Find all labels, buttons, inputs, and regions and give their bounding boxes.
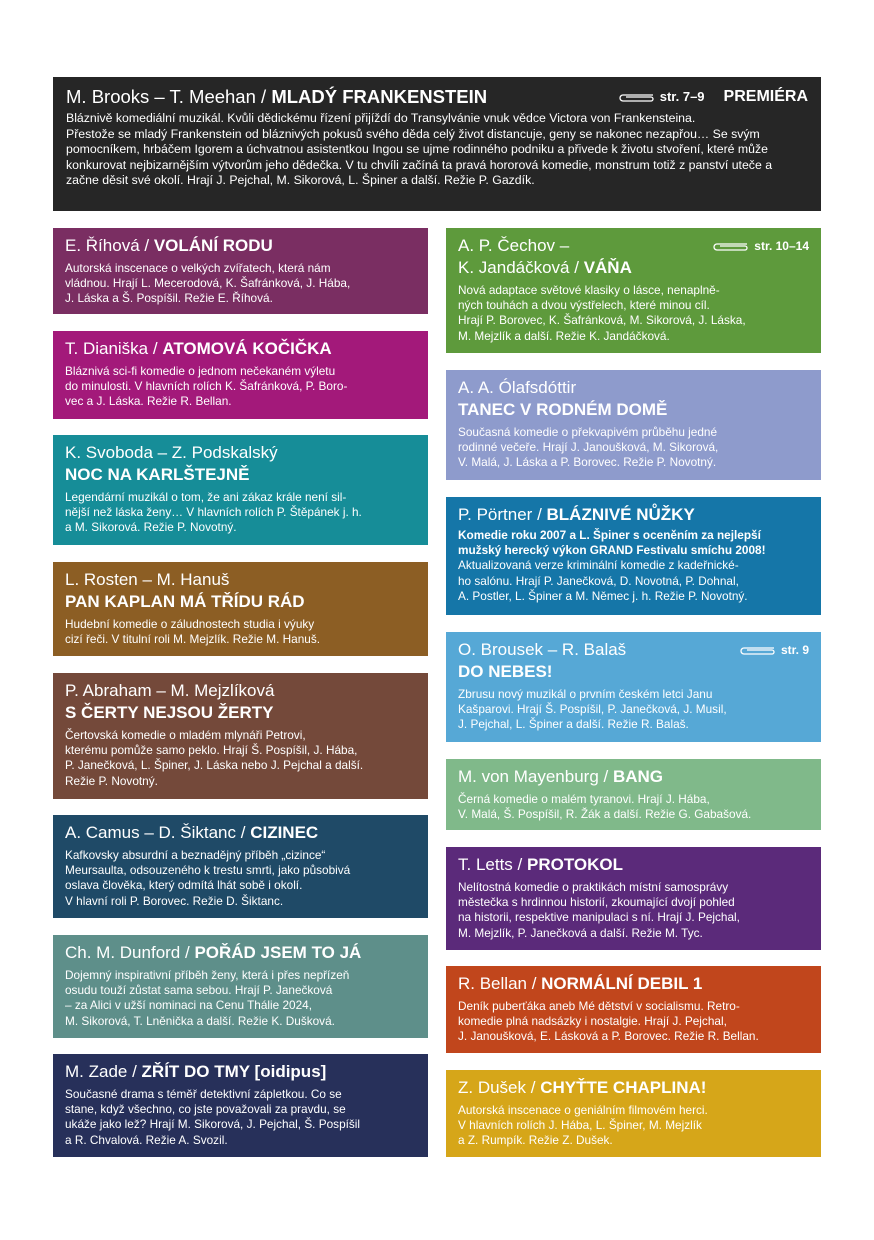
show-title: S ČERTY NEJSOU ŽERTY (65, 703, 274, 722)
show-authors: T. Letts / (458, 855, 527, 874)
page-reference (711, 235, 809, 257)
show-title: NOC NA KARLŠTEJNĚ (65, 465, 250, 484)
show-header (65, 942, 416, 964)
page-reference-label: str. 10–14 (754, 239, 809, 253)
show-award-note: Komedie roku 2007 a L. Špiner s oceněním za nejlepší mužský herecký výkon GRAND Festivalu smíchu 2008! (458, 528, 766, 558)
show-card-vana (446, 228, 821, 353)
show-description: Zbrusu nový muzikál o prvním českém letci Janu Kašparovi. Hrají Š. Pospíšil, P. Janečková, J. Musil, J. Pejchal, L. Špiner a další. Režie R. Balaš. (458, 687, 727, 732)
premiere-badge: PREMIÉRA (723, 88, 808, 105)
page-reference-label: str. 7–9 (659, 89, 705, 104)
show-description: Kafkovsky absurdní a beznadějný příběh „cizince“ Meursaulta, odsouzeného k trestu smrti, jako působivá oslava člověka, který odmítá lhát sobě i okolí. V hlavní roli P. Borovec. Režie D. Šiktanc. (65, 848, 351, 908)
show-description: Nelítostná komedie o praktikách místní samosprávy městečka s hrdinnou historií, zkoumající dvojí pohled na historii, respektive manipulaci s ní. Hrají J. Pejchal, M. Mejzlík, P. Janečková a další. Režie M. Tyc. (458, 880, 740, 940)
show-card-porad-jsem-to-ja (53, 935, 428, 1038)
show-authors: Ch. M. Dunford / (65, 943, 195, 962)
show-card-atomova-kocicka (53, 331, 428, 419)
show-description: Černá komedie o malém tyranovi. Hrají J. Hába, V. Malá, Š. Pospíšil, R. Žák a další. Režie G. Gabašová. (458, 792, 752, 822)
show-header (458, 766, 809, 788)
show-title: BLÁZNIVÉ NŮŽKY (546, 505, 695, 524)
show-header (458, 639, 809, 661)
show-description: Dojemný inspirativní příběh ženy, která i přes nepřízeň osudu touží zůstat sama sebou. Hrají P. Janečková – za Alici v užší nominaci na Cenu Thálie 2024, M. Sikorová, T. Lněnička a další. Režie K. Dušková. (65, 968, 350, 1028)
show-card-do-nebes (446, 632, 821, 742)
show-description: Autorská inscenace o geniálním filmovém herci. V hlavních rolích J. Hába, L. Špiner, M. Mejzlík a Z. Rumpík. Režie Z. Dušek. (458, 1103, 708, 1148)
show-card-blazne-nuzky (446, 497, 821, 615)
show-title: CHYŤTE CHAPLINA! (540, 1078, 707, 1097)
show-header-line2 (458, 257, 809, 279)
show-authors: R. Bellan / (458, 974, 542, 993)
page-reference (738, 639, 809, 661)
show-description: Legendární muzikál o tom, že ani zákaz krále není sil- nější než láska ženy… V hlavních rolích P. Štěpánek j. h. a M. Sikorová. Režie P. Novotný. (65, 490, 362, 535)
show-title: VÁŇA (583, 258, 632, 277)
show-title: BANG (612, 767, 664, 786)
show-authors: M. Brooks – T. Meehan / (66, 86, 272, 107)
show-card-normalni-debil (446, 966, 821, 1053)
paperclip-icon (738, 645, 776, 656)
show-title: ATOMOVÁ KOČIČKA (162, 339, 332, 358)
show-header (458, 504, 809, 526)
show-card-pan-kaplan (53, 562, 428, 656)
show-authors-cont: K. Jandáčková / (458, 258, 584, 277)
show-card-volani-rodu (53, 228, 428, 314)
show-authors: M. von Mayenburg / (458, 767, 613, 786)
show-title: CIZINEC (250, 823, 319, 842)
show-title: NORMÁLNÍ DEBIL 1 (541, 974, 703, 993)
show-header (66, 85, 808, 109)
show-header (458, 973, 809, 995)
show-description: Deník puberťáka aneb Mé dětství v socialismu. Retro- komedie plná nadsázky i nostalgie. Hrají J. Pejchal, J. Janoušková, E. Lásková a P. Borovec. Režie R. Bellan. (458, 999, 759, 1044)
show-description: Čertovská komedie o mladém mlynáři Petrovi, kterému pomůže samo peklo. Hrají Š. Pospíšil, J. Hába, P. Janečková, L. Špiner, J. Láska nebo J. Pejchal a další. Režie P. Novotný. (65, 728, 364, 788)
show-card-cizinec (53, 815, 428, 918)
show-card-mlady-frankenstein (53, 77, 821, 211)
show-description: Aktualizovaná verze kriminální komedie z kadeřnické- ho salónu. Hrají P. Janečková, D. Novotná, P. Dohnal, A. Postler, L. Špiner a M. Němec j. h. Režie P. Novotný. (458, 558, 748, 603)
show-header (458, 854, 809, 876)
show-description: Autorská inscenace o velkých zvířatech, která nám vládnou. Hrají L. Mecerodová, K. Šafránková, J. Hába, J. Láska a Š. Pospíšil. Režie E. Říhová. (65, 261, 351, 306)
page-reference (617, 85, 808, 109)
show-card-tanec-v-rodnem-dome (446, 370, 821, 480)
show-title: VOLÁNÍ RODU (153, 236, 273, 255)
show-card-noc-na-karlstejne (53, 435, 428, 545)
show-authors: O. Brousek – R. Balaš (458, 640, 627, 659)
show-description: Bláznivě komediální muzikál. Kvůli dědickému řízení přijíždí do Transylvánie vnuk vědce Victora von Frankensteina. Přestože se mladý Frankenstein od bláznivých pokusů svého děda celý život distancuje, geny se nakonec nezapřou… Se svým pomocníkem, hrbáčem Igorem a úchvatnou asistentkou Ingou se ujme rodinného podniku a přivede k životu stvoření, které může konkurovat nejbizarnějším výtvorům jeho dědečka. V tu chvíli začíná ta pravá hororová komedie, monstrum totiž z panství uteče a začne děsit své okolí. Hrají J. Pejchal, M. Sikorová, L. Špiner a další. Režie P. Gazdík. (66, 111, 773, 188)
show-authors: K. Svoboda – Z. Podskalský (65, 443, 278, 462)
show-authors: P. Abraham – M. Mejzlíková (65, 681, 275, 700)
show-authors: Z. Dušek / (458, 1078, 541, 1097)
show-description: Nová adaptace světové klasiky o lásce, nenaplně- ných touhách a dvou výstřelech, které minou cíl. Hrají P. Borovec, K. Šafránková, M. Sikorová, J. Láska, M. Mejzlík a další. Režie K. Jandáčková. (458, 283, 746, 343)
show-header (65, 338, 416, 360)
show-title: DO NEBES! (458, 662, 553, 681)
show-title: ZŘÍT DO TMY [oidipus] (141, 1062, 327, 1081)
show-title: MLADÝ FRANKENSTEIN (271, 86, 488, 107)
show-authors: A. Camus – D. Šiktanc / (65, 823, 251, 842)
show-header (458, 1077, 809, 1099)
show-title: PAN KAPLAN MÁ TŘÍDU RÁD (65, 592, 305, 611)
show-authors: M. Zade / (65, 1062, 142, 1081)
show-authors: A. P. Čechov – (458, 236, 570, 255)
show-card-bang (446, 759, 821, 830)
show-description: Bláznivá sci-fi komedie o jednom nečekaném výletu do minulosti. V hlavních rolích K. Šafránková, P. Boro- vec a J. Láska. Režie R. Bellan. (65, 364, 348, 409)
show-authors: P. Pörtner / (458, 505, 547, 524)
paperclip-icon (711, 241, 749, 252)
show-title: TANEC V RODNÉM DOMĚ (458, 400, 668, 419)
show-card-zrit-do-tmy (53, 1054, 428, 1157)
show-authors: A. A. Ólafsdóttir (458, 378, 577, 397)
show-header (65, 235, 416, 257)
show-authors: T. Dianiška / (65, 339, 163, 358)
show-description: Hudební komedie o záludnostech studia i výuky cizí řeči. V titulní roli M. Mejzlík. Režie M. Hanuš. (65, 617, 321, 647)
show-card-chytte-chaplina (446, 1070, 821, 1157)
paperclip-icon (617, 92, 655, 103)
show-description: Současné drama s téměř detektivní zápletkou. Co se stane, když všechno, co jste považovali za pravdu, se ukáže jako lež? Hrají M. Sikorová, J. Pejchal, Š. Pospíšil a R. Chvalová. Režie A. Svozil. (65, 1087, 361, 1147)
show-title: PROTOKOL (526, 855, 624, 874)
show-header (65, 822, 416, 844)
show-header (65, 1061, 416, 1083)
show-description: Současná komedie o překvapivém průběhu jedné rodinné večeře. Hrají J. Janoušková, M. Sikorová, V. Malá, J. Láska a P. Borovec. Režie P. Novotný. (458, 425, 719, 470)
page-reference-label: str. 9 (780, 643, 809, 657)
show-authors: L. Rosten – M. Hanuš (65, 570, 230, 589)
show-card-s-certy-nejsou-zerty (53, 673, 428, 799)
show-card-protokol (446, 847, 821, 950)
show-title: POŘÁD JSEM TO JÁ (194, 943, 362, 962)
show-authors: E. Říhová / (65, 236, 154, 255)
show-header (458, 235, 809, 257)
